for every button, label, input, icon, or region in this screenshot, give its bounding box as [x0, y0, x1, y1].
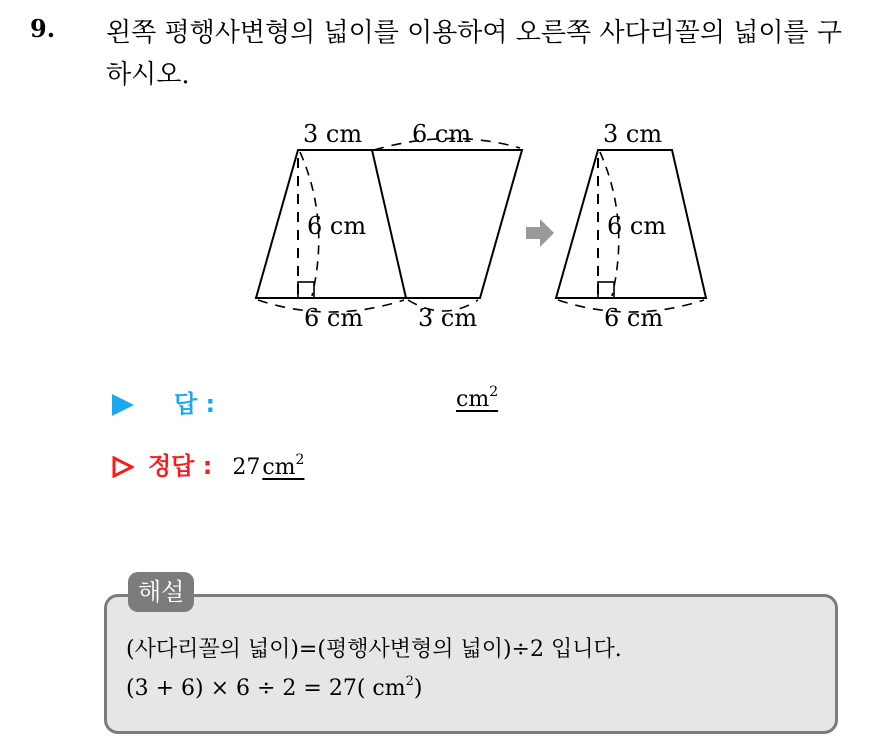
correct-unit-text: cm: [262, 455, 296, 480]
figure: [0, 0, 884, 360]
explanation-line-2: [126, 674, 422, 701]
label-r-bottom: 6 cm: [604, 304, 664, 332]
correct-label: 정답 :: [148, 452, 213, 480]
dividing-line: [372, 150, 406, 298]
outline-arrow-icon: [112, 456, 134, 478]
explanation-line-1: (사다리꼴의 넓이)=(평행사변형의 넓이)÷2 입니다.: [126, 637, 622, 662]
correct-unit-exp: 2: [295, 452, 305, 468]
right-arrow-icon: [526, 219, 554, 247]
label-top-left: 3 cm: [303, 120, 363, 148]
answer-unit[interactable]: [456, 384, 498, 412]
explanation-box: [104, 594, 838, 734]
explanation-line-2-prefix: (3 + 6) × 6 ÷ 2 = 27( cm: [126, 676, 406, 701]
label-top-right: 6 cm: [412, 120, 472, 148]
question-number: 9.: [30, 14, 56, 43]
play-arrow-icon: [112, 394, 134, 416]
label-r-height: 6 cm: [607, 212, 667, 240]
explanation-tag: 해설: [128, 572, 194, 612]
correct-unit: [262, 452, 304, 480]
label-height: 6 cm: [307, 212, 367, 240]
explanation-line-2-exp: 2: [405, 674, 414, 689]
answer-unit-text: cm: [456, 387, 490, 412]
correct-row: [112, 446, 304, 481]
label-bottom-right: 3 cm: [418, 304, 478, 332]
answer-unit-exp: 2: [489, 384, 499, 400]
parallelogram: [256, 150, 522, 298]
answer-row: [112, 384, 215, 419]
explanation-line-2-suffix: ): [413, 676, 423, 701]
label-bottom-left: 6 cm: [304, 304, 364, 332]
answer-label: 답 :: [174, 390, 216, 418]
label-r-top: 3 cm: [603, 120, 663, 148]
question-text: 왼쪽 평행사변형의 넓이를 이용하여 오른쪽 사다리꼴의 넓이를 구하시오.: [106, 18, 842, 90]
correct-value: 27: [232, 455, 261, 480]
